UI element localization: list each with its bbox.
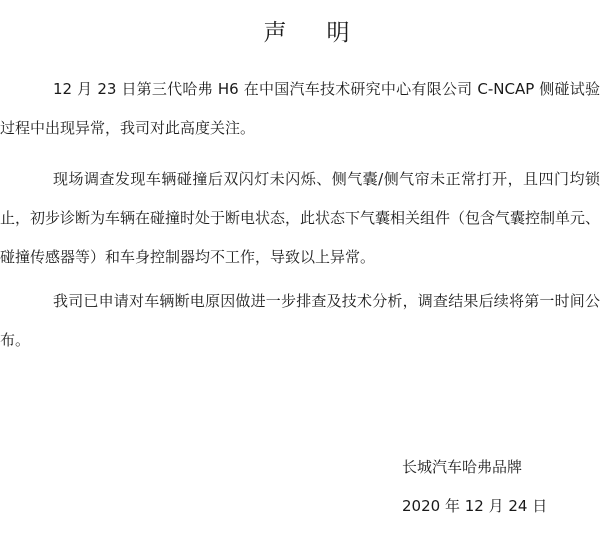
paragraph-diagnosis: 现场调查发现车辆碰撞后双闪灯未闪烁、侧气囊/侧气帘未正常打开，且四门均锁止，初步诊断为车辆在碰撞时处于断电状态，此状态下气囊相关组件（包含气囊控制单元、碰撞传感器等）和车身控制器均不工作，导致以上异常。 <box>0 170 601 266</box>
paragraph-followup: 我司已申请对车辆断电原因做进一步排查及技术分析，调查结果后续将第一时间公布。 <box>0 292 600 349</box>
paragraph-incident: 12 月 23 日第三代哈弗 H6 在中国汽车技术研究中心有限公司 C-NCAP 侧碰试验过程中出现异常，我司对此高度关注。 <box>0 80 600 137</box>
signature-date: 2020 年 12 月 24 日 <box>402 497 548 515</box>
document-title: 声明 <box>263 20 390 46</box>
signer-name: 长城汽车哈弗品牌 <box>402 458 523 476</box>
